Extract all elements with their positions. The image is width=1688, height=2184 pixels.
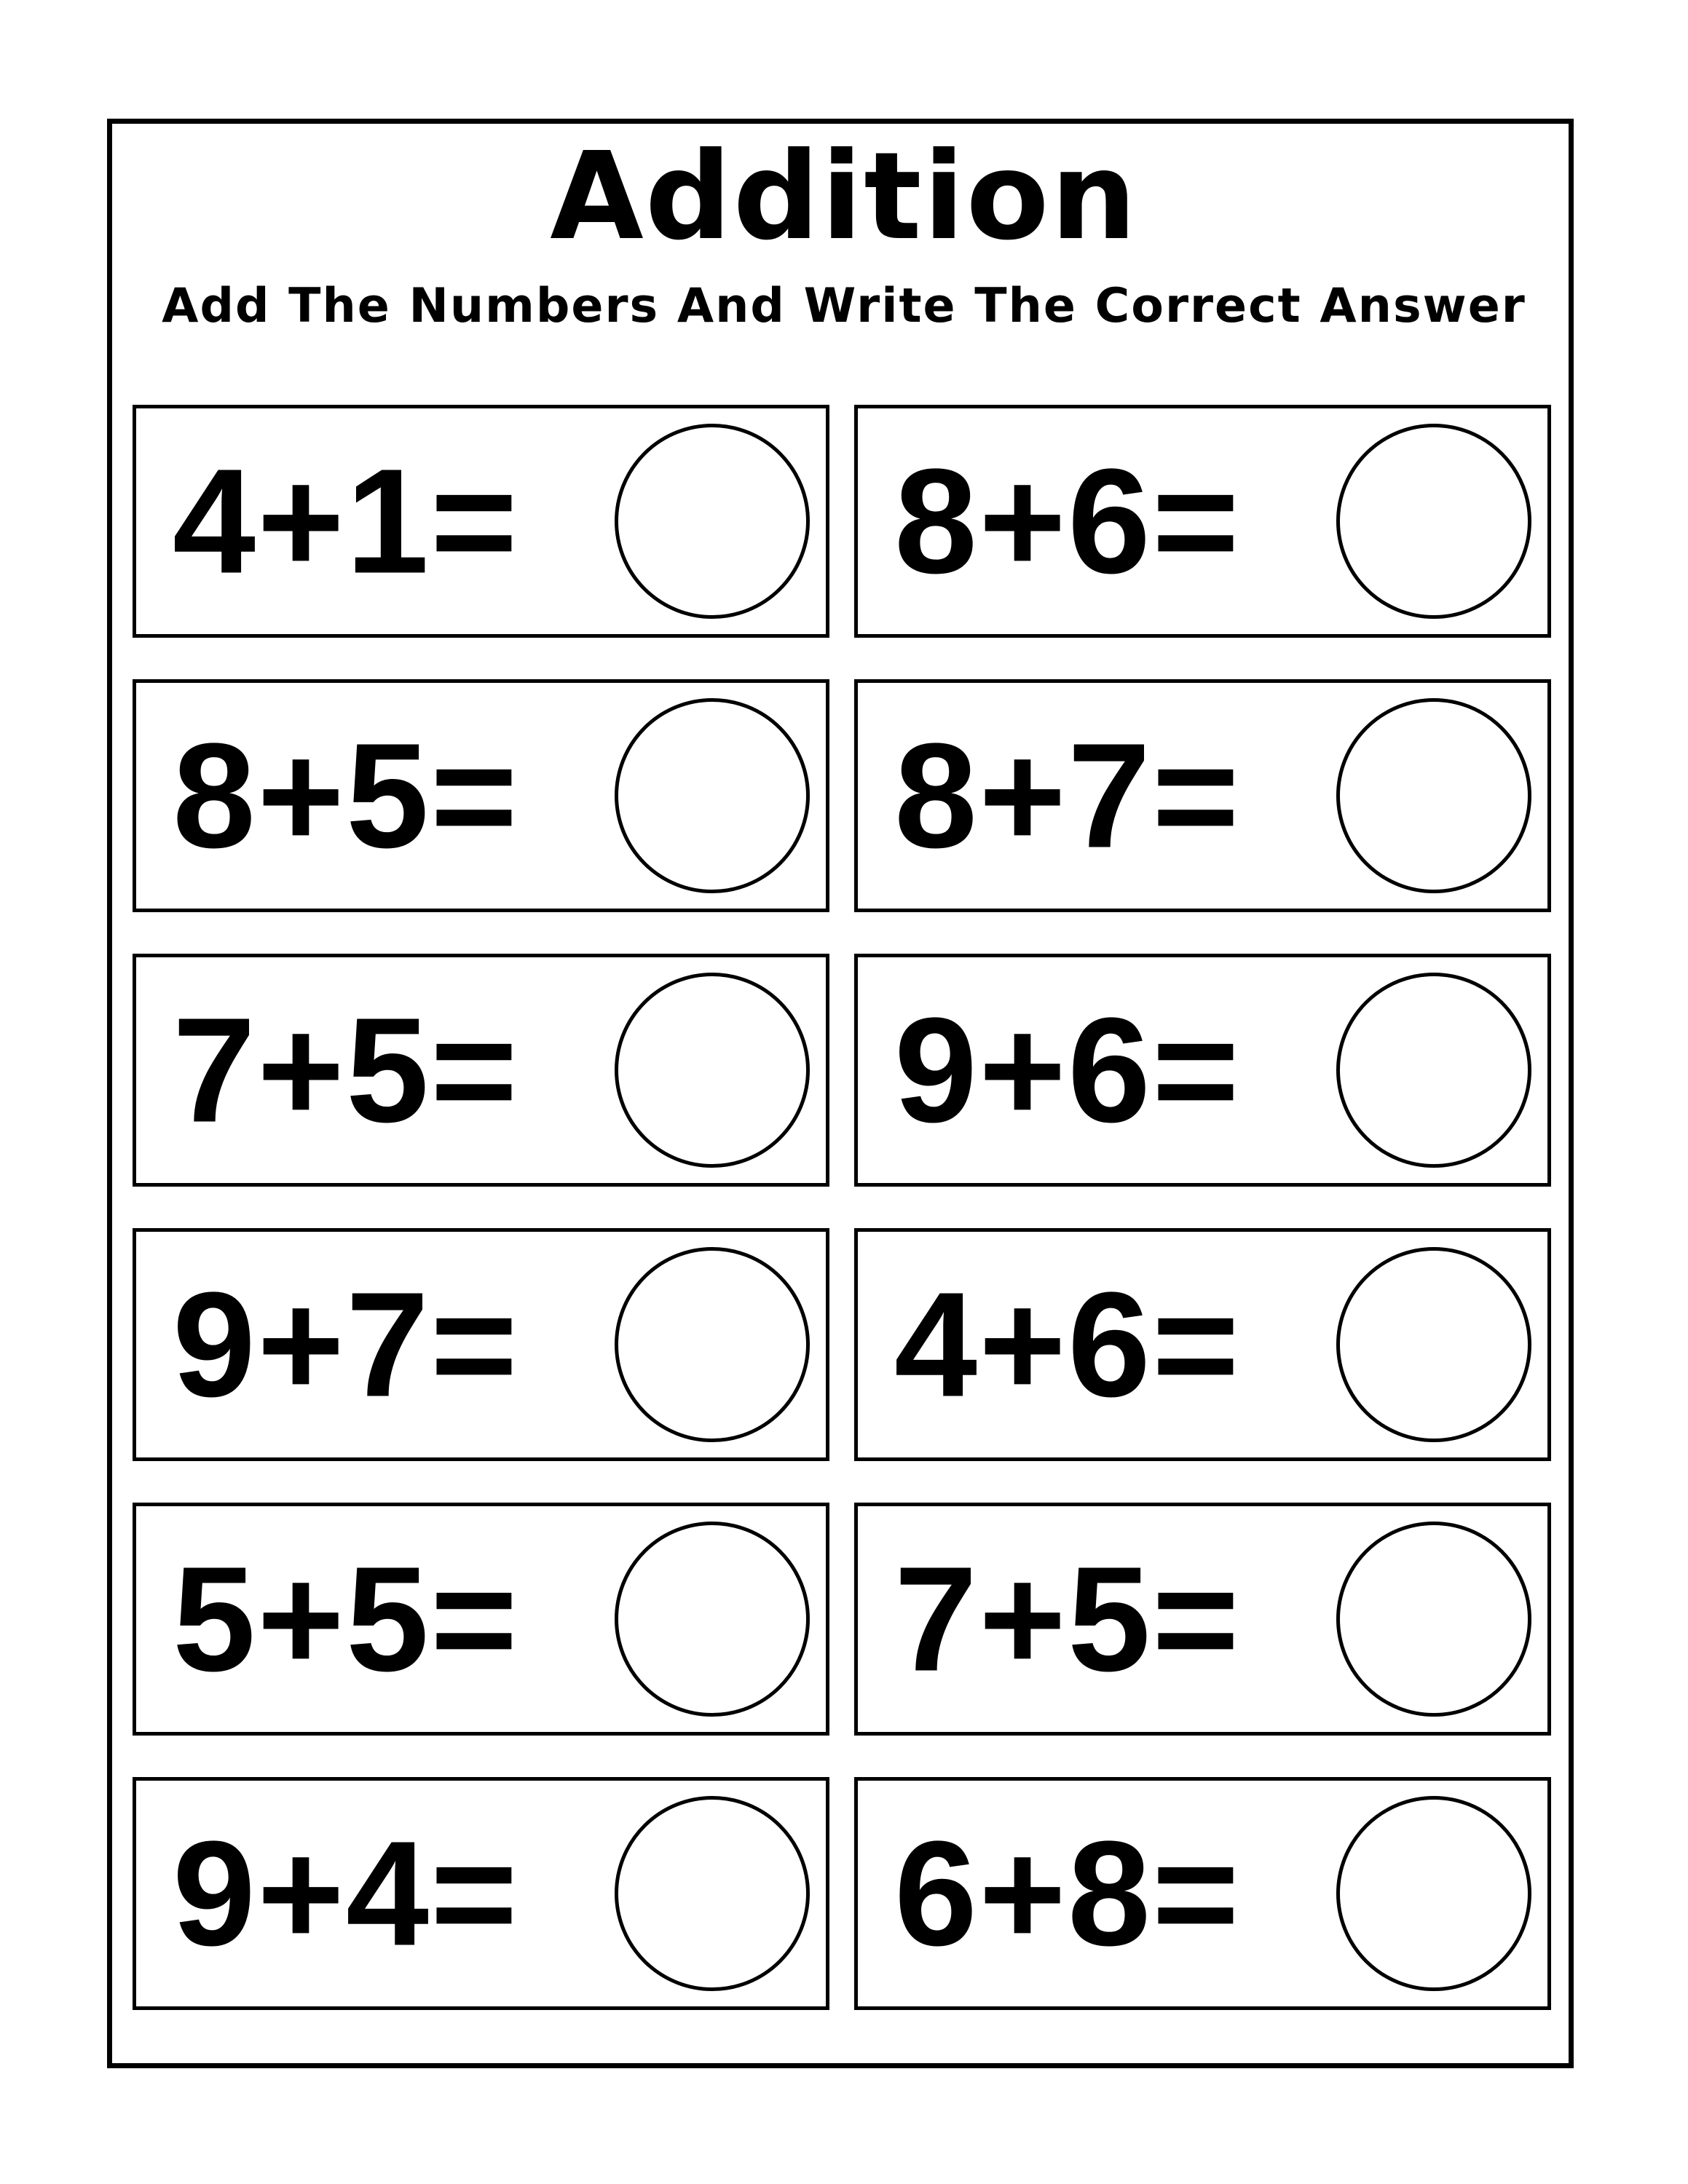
equals-sign: =	[1152, 438, 1239, 605]
plus-sign: +	[257, 438, 344, 605]
problem-expression	[171, 1261, 518, 1428]
equals-sign: =	[1152, 986, 1239, 1154]
problem-expression	[893, 986, 1239, 1154]
equals-sign: =	[430, 438, 518, 605]
second-addend: 5	[345, 986, 429, 1154]
answer-circle[interactable]	[1336, 1247, 1531, 1442]
plus-sign: +	[979, 1535, 1066, 1703]
second-addend: 6	[1067, 986, 1151, 1154]
worksheet-instructions: Add The Numbers And Write The Correct Answer	[162, 279, 1526, 333]
second-addend: 7	[1067, 712, 1151, 879]
equals-sign: =	[430, 986, 518, 1154]
first-addend: 8	[894, 438, 977, 605]
second-addend: 1	[345, 438, 429, 605]
plus-sign: +	[257, 986, 344, 1154]
problem-expression	[171, 1810, 518, 1977]
answer-circle[interactable]	[615, 698, 810, 893]
answer-circle[interactable]	[615, 1796, 810, 1991]
first-addend: 4	[894, 1261, 977, 1428]
plus-sign: +	[257, 712, 344, 879]
equals-sign: =	[1152, 1535, 1239, 1703]
problem-expression	[171, 712, 518, 879]
problem-expression	[171, 1535, 518, 1703]
problem-box	[854, 405, 1551, 638]
answer-circle[interactable]	[1336, 1796, 1531, 1991]
problem-grid	[133, 405, 1556, 2010]
equals-sign: =	[1152, 712, 1239, 879]
problem-expression	[171, 438, 518, 605]
second-addend: 6	[1067, 438, 1151, 605]
answer-circle[interactable]	[1336, 973, 1531, 1168]
problem-box	[133, 1503, 829, 1736]
equals-sign: =	[430, 1261, 518, 1428]
first-addend: 8	[894, 712, 977, 879]
problem-box	[133, 1228, 829, 1461]
problem-box	[854, 679, 1551, 912]
second-addend: 7	[345, 1261, 429, 1428]
equals-sign: =	[1152, 1810, 1239, 1977]
first-addend: 7	[172, 986, 256, 1154]
first-addend: 7	[894, 1535, 977, 1703]
problem-expression	[171, 986, 518, 1154]
first-addend: 4	[172, 438, 256, 605]
problem-box	[854, 1228, 1551, 1461]
equals-sign: =	[430, 1535, 518, 1703]
second-addend: 6	[1067, 1261, 1151, 1428]
problem-box	[133, 405, 829, 638]
equals-sign: =	[1152, 1261, 1239, 1428]
worksheet-title: Addition	[550, 127, 1138, 267]
answer-circle[interactable]	[615, 1522, 810, 1717]
plus-sign: +	[979, 1810, 1066, 1977]
plus-sign: +	[257, 1261, 344, 1428]
answer-circle[interactable]	[615, 973, 810, 1168]
equals-sign: =	[430, 712, 518, 879]
plus-sign: +	[979, 1261, 1066, 1428]
first-addend: 8	[172, 712, 256, 879]
answer-circle[interactable]	[1336, 698, 1531, 893]
second-addend: 5	[1067, 1535, 1151, 1703]
second-addend: 4	[345, 1810, 429, 1977]
problem-box	[854, 1777, 1551, 2010]
plus-sign: +	[257, 1810, 344, 1977]
first-addend: 9	[172, 1810, 256, 1977]
problem-box	[133, 679, 829, 912]
answer-circle[interactable]	[1336, 1522, 1531, 1717]
problem-expression	[893, 1535, 1239, 1703]
problem-box	[133, 1777, 829, 2010]
problem-expression	[893, 438, 1239, 605]
plus-sign: +	[257, 1535, 344, 1703]
problem-expression	[893, 1810, 1239, 1977]
first-addend: 6	[894, 1810, 977, 1977]
first-addend: 9	[172, 1261, 256, 1428]
answer-circle[interactable]	[615, 424, 810, 619]
problem-expression	[893, 1261, 1239, 1428]
problem-expression	[893, 712, 1239, 879]
answer-circle[interactable]	[615, 1247, 810, 1442]
first-addend: 5	[172, 1535, 256, 1703]
problem-box	[133, 954, 829, 1187]
second-addend: 5	[345, 712, 429, 879]
equals-sign: =	[430, 1810, 518, 1977]
plus-sign: +	[979, 712, 1066, 879]
problem-box	[854, 1503, 1551, 1736]
problem-box	[854, 954, 1551, 1187]
answer-circle[interactable]	[1336, 424, 1531, 619]
plus-sign: +	[979, 986, 1066, 1154]
second-addend: 5	[345, 1535, 429, 1703]
first-addend: 9	[894, 986, 977, 1154]
plus-sign: +	[979, 438, 1066, 605]
second-addend: 8	[1067, 1810, 1151, 1977]
